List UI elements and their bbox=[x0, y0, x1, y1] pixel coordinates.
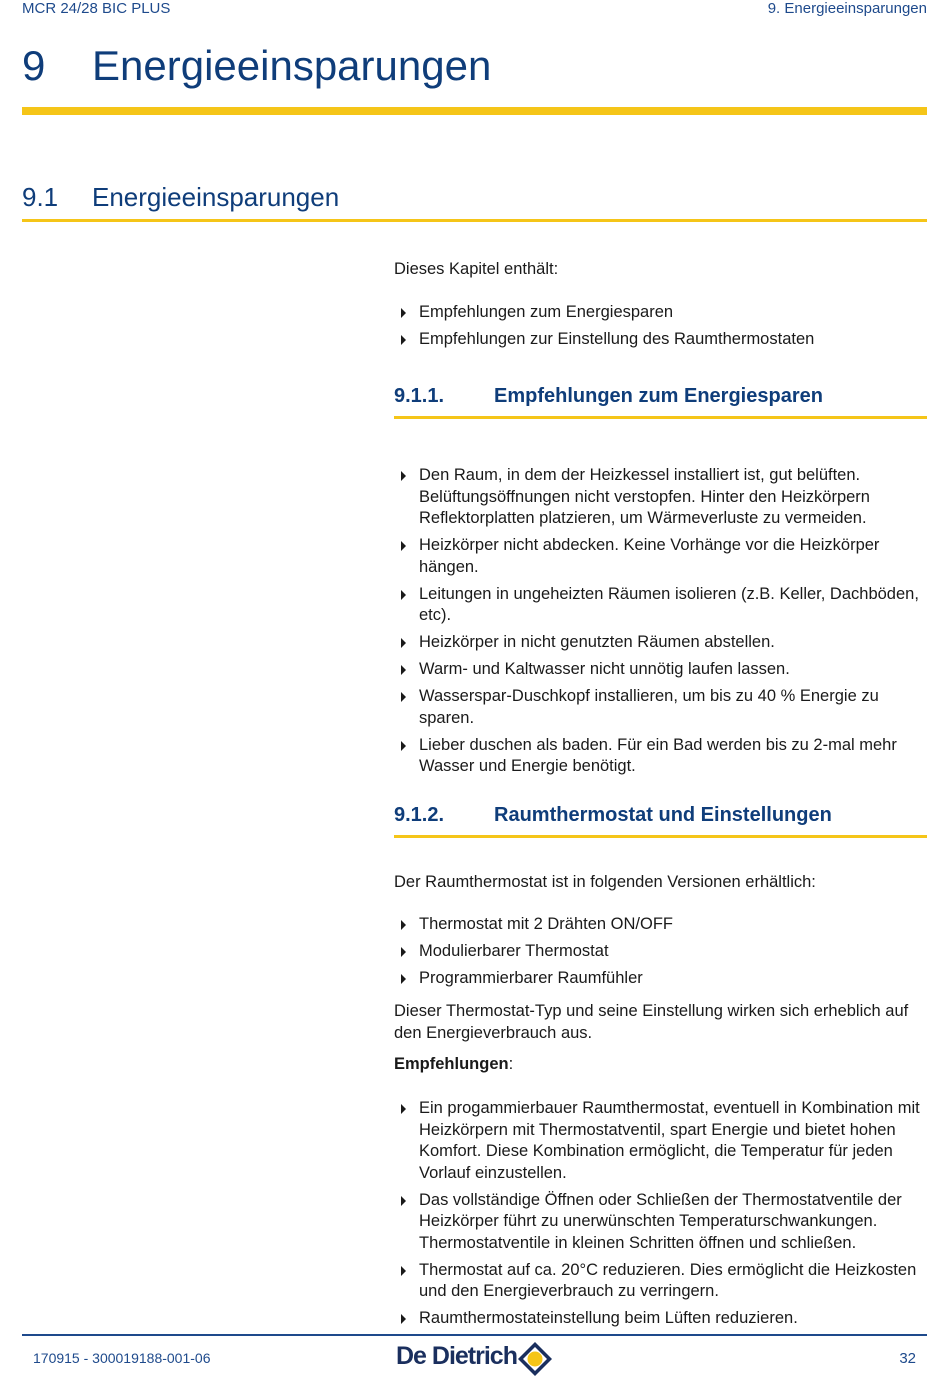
header-document-title: MCR 24/28 BIC PLUS bbox=[22, 0, 171, 17]
list-item: Raumthermostateinstellung beim Lüften reduzieren. bbox=[394, 1308, 929, 1330]
list-item: Warm- und Kaltwasser nicht unnötig laufen lassen. bbox=[394, 659, 929, 681]
subsection-title-text: Empfehlungen zum Energiesparen bbox=[494, 385, 823, 407]
page-number: 32 bbox=[899, 1350, 916, 1367]
brand-logo-icon bbox=[517, 1341, 553, 1377]
footer-doc-number: 170915 - 300019188-001-06 bbox=[33, 1350, 211, 1366]
footer-divider bbox=[22, 1334, 927, 1336]
bullet-arrow-icon bbox=[401, 1104, 406, 1114]
list-item: Empfehlungen zum Energiesparen bbox=[394, 302, 929, 324]
bullet-arrow-icon bbox=[401, 741, 406, 751]
section-number: 9.1 bbox=[22, 182, 59, 212]
recommendations-list bbox=[394, 1098, 929, 1335]
subsection-number: 9.1.2. bbox=[394, 804, 445, 826]
subsection-divider bbox=[394, 416, 927, 419]
bullet-arrow-icon bbox=[401, 1314, 406, 1324]
intro-list bbox=[394, 302, 929, 356]
bullet-arrow-icon bbox=[401, 920, 406, 930]
bullet-arrow-icon bbox=[401, 335, 406, 345]
brand-logo-text: De Dietrich bbox=[396, 1342, 517, 1370]
thermostat-note-text: Dieser Thermostat-Typ und seine Einstellung wirken sich erheblich auf den Energieverbrauch aus. bbox=[394, 1002, 909, 1042]
list-item: Ein progammierbauer Raumthermostat, eventuell in Kombination mit Heizkörpern mit Thermostatventil, spart Energie und bietet hohen Komfort. Diese Kombination ermöglicht, die Temperatur für jeden Vorlauf einzustellen. bbox=[394, 1098, 929, 1184]
list-item: Empfehlungen zur Einstellung des Raumthermostaten bbox=[394, 329, 929, 351]
bullet-arrow-icon bbox=[401, 541, 406, 551]
list-item: Modulierbarer Thermostat bbox=[394, 941, 929, 963]
bullet-arrow-icon bbox=[401, 947, 406, 957]
bullet-arrow-icon bbox=[401, 308, 406, 318]
bullet-arrow-icon bbox=[401, 974, 406, 984]
thermostat-versions-list bbox=[394, 914, 929, 995]
chapter-number: 9 bbox=[22, 42, 46, 89]
recommendations-label: Empfehlungen: bbox=[394, 1055, 514, 1073]
bullet-arrow-icon bbox=[401, 471, 406, 481]
subsection-title-energy-saving bbox=[394, 385, 823, 408]
list-item: Heizkörper nicht abdecken. Keine Vorhänge vor die Heizkörper hängen. bbox=[394, 535, 929, 578]
chapter-divider bbox=[22, 107, 927, 115]
intro-text: Dieses Kapitel enthält: bbox=[394, 260, 559, 278]
subsection-divider bbox=[394, 835, 927, 838]
energy-tips-list bbox=[394, 465, 929, 783]
subsection-title-room-thermostat bbox=[394, 804, 832, 827]
list-item: Thermostat auf ca. 20°C reduzieren. Dies ermöglicht die Heizkosten und den Energieverbrauch zu verringern. bbox=[394, 1260, 929, 1303]
list-item: Lieber duschen als baden. Für ein Bad werden bis zu 2-mal mehr Wasser und Energie benötigt. bbox=[394, 735, 929, 778]
list-item: Wasserspar-Duschkopf installieren, um bis zu 40 % Energie zu sparen. bbox=[394, 686, 929, 729]
bullet-arrow-icon bbox=[401, 590, 406, 600]
list-item: Programmierbarer Raumfühler bbox=[394, 968, 929, 990]
list-item: Den Raum, in dem der Heizkessel installiert ist, gut belüften. Belüftungsöffnungen nicht verstopfen. Hinter den Heizkörpern Reflektorplatten platzieren, um Wärmeverluste zu vermeiden. bbox=[394, 465, 929, 530]
subsection-title-text: Raumthermostat und Einstellungen bbox=[494, 804, 832, 826]
chapter-title bbox=[22, 42, 491, 90]
section-divider bbox=[22, 219, 927, 222]
subsection-number: 9.1.1. bbox=[394, 385, 445, 407]
list-item: Heizkörper in nicht genutzten Räumen abstellen. bbox=[394, 632, 929, 654]
bullet-arrow-icon bbox=[401, 665, 406, 675]
list-item: Leitungen in ungeheizten Räumen isolieren (z.B. Keller, Dachböden, etc). bbox=[394, 584, 929, 627]
bullet-arrow-icon bbox=[401, 1196, 406, 1206]
section-title-text: Energieeinsparungen bbox=[92, 182, 340, 212]
list-item: Thermostat mit 2 Drähten ON/OFF bbox=[394, 914, 929, 936]
bullet-arrow-icon bbox=[401, 1266, 406, 1276]
list-item: Das vollständige Öffnen oder Schließen der Thermostatventile der Heizkörper führt zu unerwünschten Temperaturschwankungen. Thermostatventile in kleinen Schritten öffnen und schließen. bbox=[394, 1190, 929, 1255]
thermostat-intro-text: Der Raumthermostat ist in folgenden Versionen erhältlich: bbox=[394, 873, 816, 891]
header-chapter-title: 9. Energieeinsparungen bbox=[767, 0, 927, 17]
section-title bbox=[22, 182, 339, 213]
chapter-title-text: Energieeinsparungen bbox=[92, 42, 492, 89]
bullet-arrow-icon bbox=[401, 692, 406, 702]
bullet-arrow-icon bbox=[401, 638, 406, 648]
